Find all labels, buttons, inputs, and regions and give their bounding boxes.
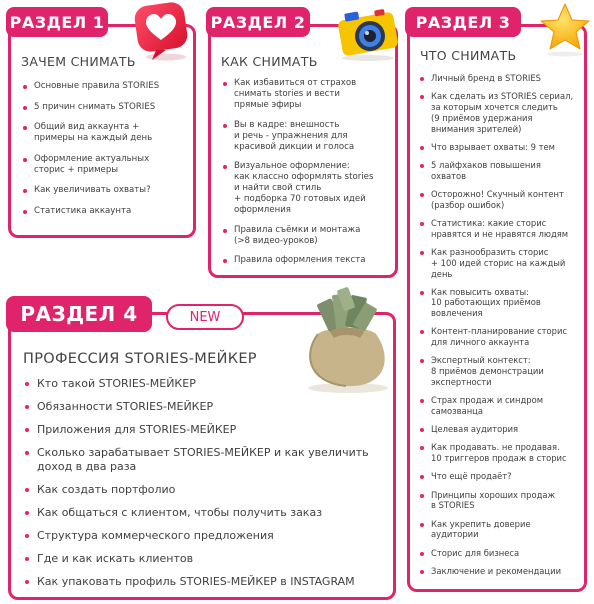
list-item: Личный бренд в STORIES — [420, 73, 588, 84]
list-item: Кто такой STORIES-МЕЙКЕР — [25, 377, 391, 391]
money-bag-icon — [296, 282, 396, 394]
list-item: Правила оформления текста — [223, 255, 397, 266]
section-4-badge: РАЗДЕЛ 4 — [6, 296, 152, 332]
section-2-title: КАК СНИМАТЬ — [221, 54, 318, 69]
section-4-list — [25, 377, 391, 598]
section-3-badge: РАЗДЕЛ 3 — [405, 7, 521, 37]
list-item: Как продавать. не продавая. 10 триггеров продаж в сторис — [420, 442, 588, 464]
list-item: Осторожно! Скучный контент (разбор ошибок) — [420, 189, 588, 211]
list-item: Визуальное оформление: как классно оформлять stories и найти свой стиль + подборка 70 готовых идей оформления — [223, 161, 397, 216]
list-item: Оформление актуальных сторис + примеры — [23, 154, 193, 176]
section-1-list — [23, 81, 193, 226]
section-3-card — [407, 24, 587, 592]
list-item: 5 причин снимать STORIES — [23, 102, 193, 113]
list-item: Заключение и рекомендации — [420, 566, 588, 577]
list-item: Правила съёмки и монтажа (>8 видео-уроков) — [223, 225, 397, 247]
list-item: Вы в кадре: внешность и речь - упражнения для красивой дикции и голоса — [223, 120, 397, 153]
camera-icon — [332, 2, 404, 62]
section-2-card — [208, 24, 398, 278]
list-item: Что взрывает охваты: 9 тем — [420, 142, 588, 153]
list-item: Экспертный контекст: 8 приёмов демонстрации экспертности — [420, 355, 588, 387]
new-label: NEW — [166, 304, 244, 330]
list-item: Что ещё продаёт? — [420, 471, 588, 482]
list-item: Основные правила STORIES — [23, 81, 193, 92]
list-item: Целевая аудитория — [420, 424, 588, 435]
list-item: Как упаковать профиль STORIES-МЕЙКЕР в INSTAGRAM — [25, 575, 391, 589]
list-item: Как создать портфолио — [25, 483, 391, 497]
star-icon — [536, 0, 594, 58]
section-4-title: ПРОФЕССИЯ STORIES-МЕЙКЕР — [23, 351, 257, 367]
list-item: Как разнообразить сторис + 100 идей сторис на каждый день — [420, 247, 588, 279]
list-item: Обязанности STORIES-МЕЙКЕР — [25, 400, 391, 414]
list-item: Сколько зарабатывает STORIES-МЕЙКЕР и как увеличить доход в два раза — [25, 446, 391, 474]
section-2-list — [223, 78, 397, 275]
list-item: Как сделать из STORIES сериал, за которым хочется следить (9 приёмов удержания внимания зрителей) — [420, 91, 588, 134]
list-item: Контент-планирование сторис для личного аккаунта — [420, 326, 588, 348]
section-1-badge: РАЗДЕЛ 1 — [6, 7, 108, 37]
list-item: Приложения для STORIES-МЕЙКЕР — [25, 423, 391, 437]
list-item: Статистика: какие сторис нравятся и не нравятся людям — [420, 218, 588, 240]
list-item: Как общаться с клиентом, чтобы получить заказ — [25, 506, 391, 520]
list-item: Где и как искать клиентов — [25, 552, 391, 566]
list-item: 5 лайфхаков повышения охватов — [420, 160, 588, 182]
list-item: Структура коммерческого предложения — [25, 529, 391, 543]
list-item: Статистика аккаунта — [23, 206, 193, 217]
list-item: Как избавиться от страхов снимать stories и вести прямые эфиры — [223, 78, 397, 111]
section-3-title: ЧТО СНИМАТЬ — [420, 48, 517, 63]
list-item: Как укрепить доверие аудитории — [420, 519, 588, 541]
section-3-list — [420, 73, 588, 584]
list-item: Как повысить охваты: 10 работающих приёмов вовлечения — [420, 287, 588, 319]
list-item: Страх продаж и синдром самозванца — [420, 395, 588, 417]
heart-like-icon — [126, 0, 202, 62]
list-item: Общий вид аккаунта + примеры на каждый день — [23, 122, 193, 144]
list-item: Принципы хороших продаж в STORIES — [420, 490, 588, 512]
list-item: Как увеличивать охваты? — [23, 185, 193, 196]
section-1-title: ЗАЧЕМ СНИМАТЬ — [21, 54, 136, 69]
section-2-badge: РАЗДЕЛ 2 — [206, 7, 310, 37]
list-item: Сторис для бизнеса — [420, 548, 588, 559]
